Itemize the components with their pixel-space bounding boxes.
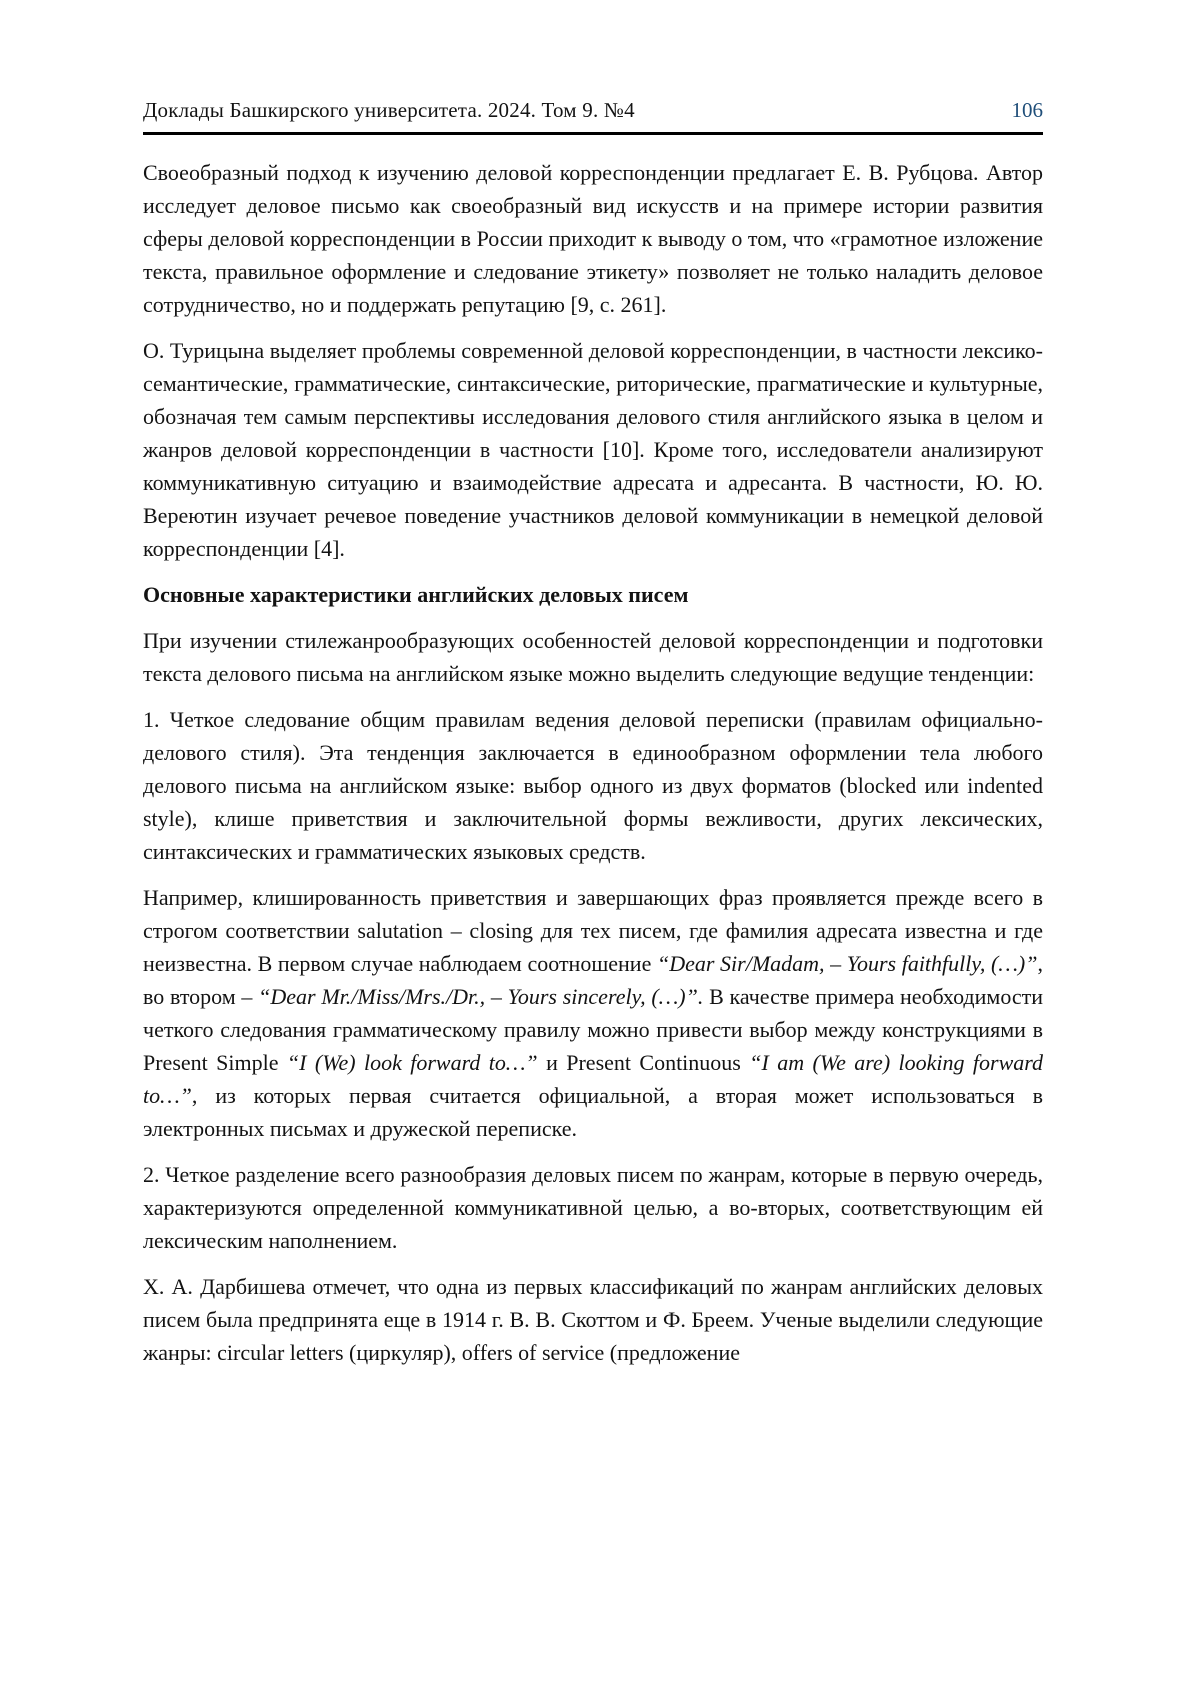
text-run: , во втором – — [143, 951, 1043, 1009]
article-body — [143, 156, 1043, 1369]
paragraph-salutation-closing — [143, 881, 1043, 1145]
paragraph-turitsyna: О. Турицына выделяет проблемы современной деловой корреспонденции, в частности лексико-семантические, грамматические, синтаксические, риторические, прагматические и культурные, обозначая тем самым перспективы исследования делового стиля английского языка в целом и жанров деловой корреспонденции в частности [10]. Кроме того, исследователи анализируют коммуникативную ситуацию и взаимодействие адресата и адресанта. В частности, Ю. Ю. Вереютин изучает речевое поведение участников деловой коммуникации в немецкой деловой корреспонденции [4]. — [143, 338, 1043, 561]
page-number: 106 — [1011, 98, 1043, 122]
italic-quote-dear-sir-madam: “Dear Sir/Madam, – Yours faithfully, (…)” — [656, 951, 1038, 976]
paragraph-darbisheva: Х. А. Дарбишева отмечет, что одна из первых классификаций по жанрам английских деловых писем была предпринята еще в 1914 г. В. В. Скоттом и Ф. Бреем. Ученые выделили следующие жанры: circular letters (циркуляр), offers of service (предложение — [143, 1274, 1043, 1365]
italic-quote-look-forward: “I (We) look forward to…” — [286, 1050, 538, 1075]
text-run: и Present Continuous — [537, 1050, 750, 1075]
italic-quote-looking-forward: “I am (We are) looking forward to…” — [143, 1050, 1044, 1108]
text-run: Например, клишированность приветствия и завершающих фраз проявляется прежде всего в строгом соответствии salutation – closing для тех писем, где фамилия адресата известна и где неизвестна. В первом случае наблюдаем соотношение — [143, 885, 1043, 976]
paragraph-tendencies-intro: При изучении стилежанрообразующих особенностей деловой корреспонденции и подготовки текста делового письма на английском языке можно выделить следующие ведущие тенденции: — [143, 628, 1043, 686]
paragraph-tendency-1: 1. Четкое следование общим правилам ведения деловой переписки (правилам официально-делового стиля). Эта тенденция заключается в единообразном оформлении тела любого делового письма на английском языке: выбор одного из двух форматов (blocked или indented style), клише приветствия и заключительной формы вежливости, других лексических, синтаксических и грамматических языковых средств. — [143, 707, 1043, 864]
paragraph-rubtsova: Своеобразный подход к изучению деловой корреспонденции предлагает Е. В. Рубцова. Автор исследует деловое письмо как своеобразный вид искусств и на примере истории развития сферы деловой корреспонденции в России приходит к выводу о том, что «грамотное изложение текста, правильное оформление и следование этикету» позволяет не только наладить деловое сотрудничество, но и поддержать репутацию [9, с. 261]. — [143, 160, 1043, 317]
italic-quote-dear-mr-miss: “Dear Mr./Miss/Mrs./Dr., – Yours sincerely, (…)”. — [258, 984, 704, 1009]
section-heading-main-characteristics: Основные характеристики английских деловых писем — [143, 582, 689, 607]
text-run: , из которых первая считается официальной, а вторая может использоваться в электронных письмах и дружеской переписке. — [143, 1083, 1043, 1141]
journal-title: Доклады Башкирского университета. 2024. Том 9. №4 — [143, 98, 635, 122]
page-header — [143, 98, 1043, 135]
text-run: В качестве примера необходимости четкого следования грамматическому правилу можно привести выбор между конструкциями в Present Simple — [143, 984, 1044, 1075]
paragraph-tendency-2: 2. Четкое разделение всего разнообразия деловых писем по жанрам, которые в первую очередь, характеризуются определенной коммуникативной целью, а во-вторых, соответствующим ей лексическим наполнением. — [143, 1162, 1043, 1253]
